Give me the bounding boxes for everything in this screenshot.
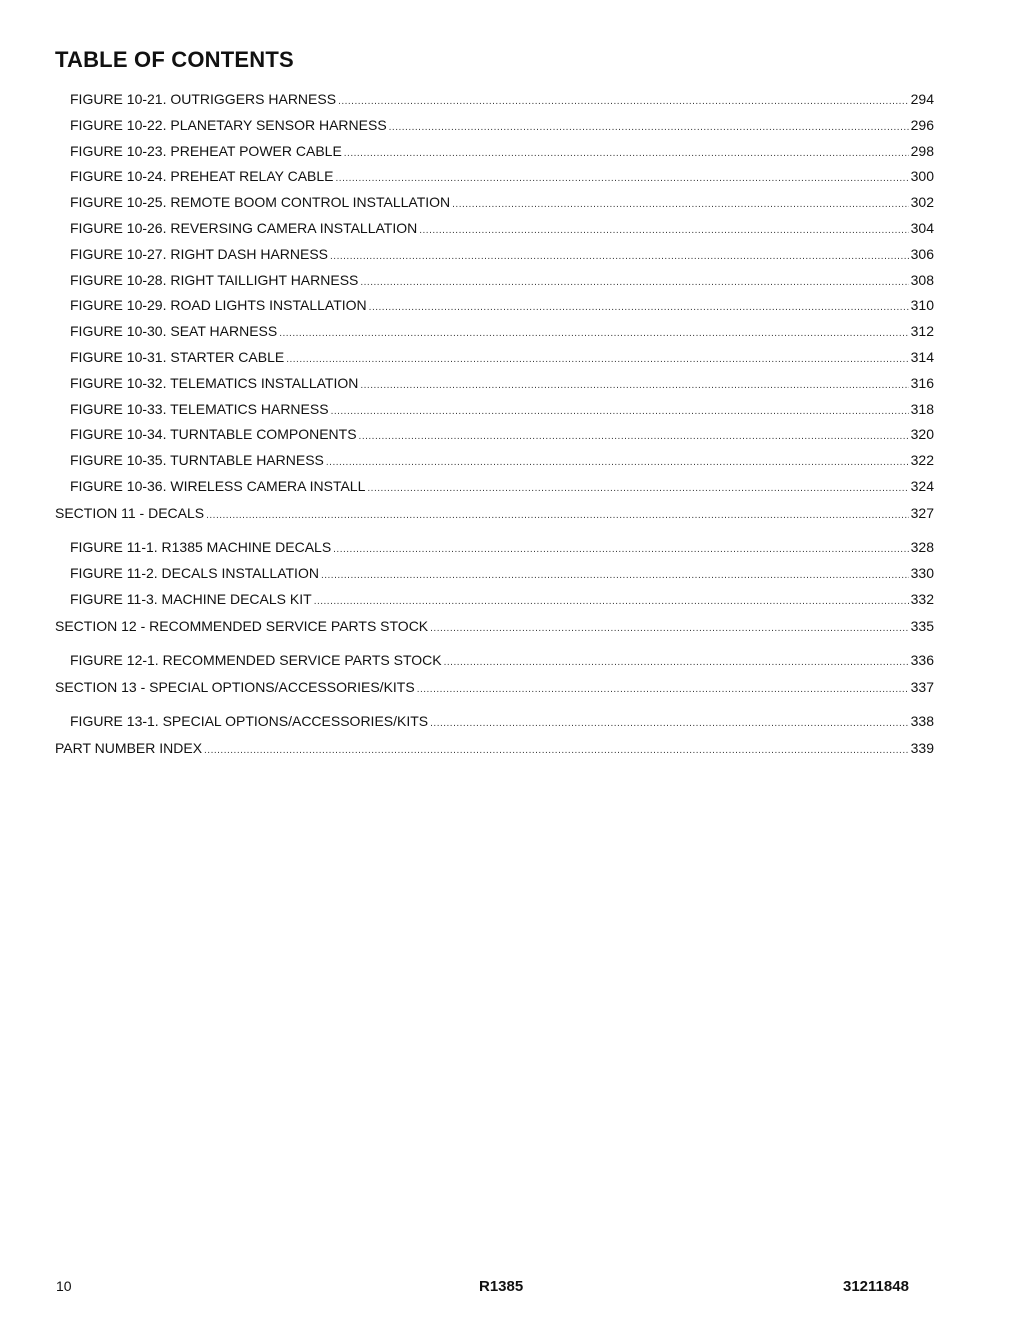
toc-entry-page: 337 [910, 678, 934, 695]
toc-section-entry[interactable] [55, 504, 934, 522]
toc-entry-label: FIGURE 11-1. R1385 MACHINE DECALS [70, 538, 332, 555]
toc-entry-label: PART NUMBER INDEX [55, 739, 203, 756]
dot-leader [279, 325, 908, 343]
footer-model: R1385 [479, 1278, 524, 1295]
toc-entry-label: FIGURE 10-30. SEAT HARNESS [70, 323, 278, 340]
toc-entry-page: 296 [910, 116, 934, 133]
dot-leader [452, 196, 909, 214]
toc-entry-page: 330 [910, 564, 934, 581]
toc-entry-page: 338 [910, 712, 934, 729]
toc-entry-page: 314 [910, 348, 934, 365]
toc-figure-entry[interactable] [55, 712, 934, 730]
toc-entry-label: FIGURE 10-31. STARTER CABLE [70, 348, 285, 365]
toc-entry-label: FIGURE 10-35. TURNTABLE HARNESS [70, 452, 324, 469]
dot-leader [206, 507, 909, 525]
toc-entry-label: FIGURE 13-1. SPECIAL OPTIONS/ACCESSORIES/KITS [70, 712, 429, 729]
toc-entry-label: FIGURE 10-23. PREHEAT POWER CABLE [70, 142, 342, 159]
toc-entry-page: 294 [910, 91, 934, 107]
toc-entry-label: FIGURE 10-21. OUTRIGGERS HARNESS [70, 91, 337, 107]
toc-entry-page: 322 [910, 452, 934, 469]
toc-figure-entry[interactable] [55, 400, 934, 418]
toc-entry-label: FIGURE 12-1. RECOMMENDED SERVICE PARTS STOCK [70, 651, 442, 668]
toc-figure-entry[interactable] [55, 348, 934, 366]
toc-entry-label: FIGURE 10-25. REMOTE BOOM CONTROL INSTALLATION [70, 194, 451, 211]
toc-figure-entry[interactable] [55, 271, 934, 289]
toc-figure-entry[interactable] [55, 193, 934, 211]
toc-entry-page: 300 [910, 168, 934, 185]
table-of-contents [55, 90, 934, 773]
toc-entry-page: 328 [910, 538, 934, 555]
toc-entry-page: 339 [910, 739, 934, 756]
dot-leader [333, 541, 908, 559]
toc-entry-label: FIGURE 10-28. RIGHT TAILLIGHT HARNESS [70, 271, 359, 288]
toc-entry-page: 332 [910, 590, 934, 607]
footer-page-number: 10 [56, 1278, 72, 1294]
dot-leader [204, 742, 909, 760]
toc-entry-label: FIGURE 10-32. TELEMATICS INSTALLATION [70, 374, 359, 391]
toc-entry-label: FIGURE 10-34. TURNTABLE COMPONENTS [70, 426, 357, 443]
toc-entry-label: FIGURE 11-2. DECALS INSTALLATION [70, 564, 319, 581]
toc-section-entry[interactable] [55, 617, 934, 635]
dot-leader [286, 351, 908, 369]
dot-leader [430, 620, 908, 638]
toc-figure-entry[interactable] [55, 219, 934, 237]
toc-figure-entry[interactable] [55, 90, 934, 108]
toc-entry-label: FIGURE 10-22. PLANETARY SENSOR HARNESS [70, 116, 387, 133]
dot-leader [331, 403, 909, 421]
dot-leader [360, 274, 908, 292]
dot-leader [360, 377, 908, 395]
dot-leader [314, 593, 909, 611]
dot-leader [444, 654, 909, 672]
dot-leader [430, 715, 909, 733]
dot-leader [336, 170, 909, 188]
toc-entry-page: 324 [910, 477, 934, 494]
toc-figure-entry[interactable] [55, 651, 934, 669]
dot-leader [359, 428, 909, 446]
toc-entry-label: FIGURE 10-26. REVERSING CAMERA INSTALLATION [70, 219, 418, 236]
toc-entry-label: FIGURE 11-3. MACHINE DECALS KIT [70, 590, 312, 607]
footer-doc-number: 31211848 [843, 1278, 909, 1295]
page-title: TABLE OF CONTENTS [55, 47, 294, 72]
toc-entry-page: 310 [910, 297, 934, 314]
toc-entry-page: 335 [910, 617, 934, 634]
toc-figure-entry[interactable] [55, 322, 934, 340]
toc-figure-entry[interactable] [55, 245, 934, 263]
toc-entry-page: 320 [910, 426, 934, 443]
toc-entry-label: FIGURE 10-29. ROAD LIGHTS INSTALLATION [70, 297, 367, 314]
toc-section-entry[interactable] [55, 739, 934, 757]
toc-entry-page: 312 [910, 323, 934, 340]
toc-figure-entry[interactable] [55, 167, 934, 185]
toc-figure-entry[interactable] [55, 374, 934, 392]
toc-figure-entry[interactable] [55, 425, 934, 443]
toc-entry-label: SECTION 13 - SPECIAL OPTIONS/ACCESSORIES/KITS [55, 678, 415, 695]
toc-figure-entry[interactable] [55, 116, 934, 134]
toc-entry-page: 336 [910, 651, 934, 668]
toc-section-entry[interactable] [55, 678, 934, 696]
dot-leader [321, 567, 909, 585]
toc-entry-label: SECTION 11 - DECALS [55, 504, 205, 521]
toc-entry-page: 318 [910, 400, 934, 417]
dot-leader [417, 681, 909, 699]
dot-leader [344, 145, 909, 163]
toc-entry-page: 316 [910, 374, 934, 391]
toc-entry-page: 308 [910, 271, 934, 288]
toc-entry-page: 302 [910, 194, 934, 211]
dot-leader [338, 93, 909, 111]
dot-leader [330, 248, 909, 266]
toc-entry-page: 298 [910, 142, 934, 159]
toc-entry-page: 304 [910, 219, 934, 236]
toc-entry-page: 327 [910, 504, 934, 521]
toc-figure-entry[interactable] [55, 296, 934, 314]
toc-entry-label: FIGURE 10-27. RIGHT DASH HARNESS [70, 245, 329, 262]
toc-figure-entry[interactable] [55, 538, 934, 556]
toc-entry-label: FIGURE 10-33. TELEMATICS HARNESS [70, 400, 329, 417]
toc-figure-entry[interactable] [55, 142, 934, 160]
dot-leader [367, 480, 908, 498]
toc-entry-label: FIGURE 10-24. PREHEAT RELAY CABLE [70, 168, 334, 185]
toc-figure-entry[interactable] [55, 451, 934, 469]
toc-entry-label: FIGURE 10-36. WIRELESS CAMERA INSTALL [70, 477, 366, 494]
toc-figure-entry[interactable] [55, 590, 934, 608]
toc-figure-entry[interactable] [55, 564, 934, 582]
toc-entry-page: 306 [910, 245, 934, 262]
dot-leader [369, 299, 909, 317]
dot-leader [419, 222, 908, 240]
toc-entry-label: SECTION 12 - RECOMMENDED SERVICE PARTS STOCK [55, 617, 429, 634]
dot-leader [326, 454, 909, 472]
toc-figure-entry[interactable] [55, 477, 934, 495]
dot-leader [389, 119, 909, 137]
